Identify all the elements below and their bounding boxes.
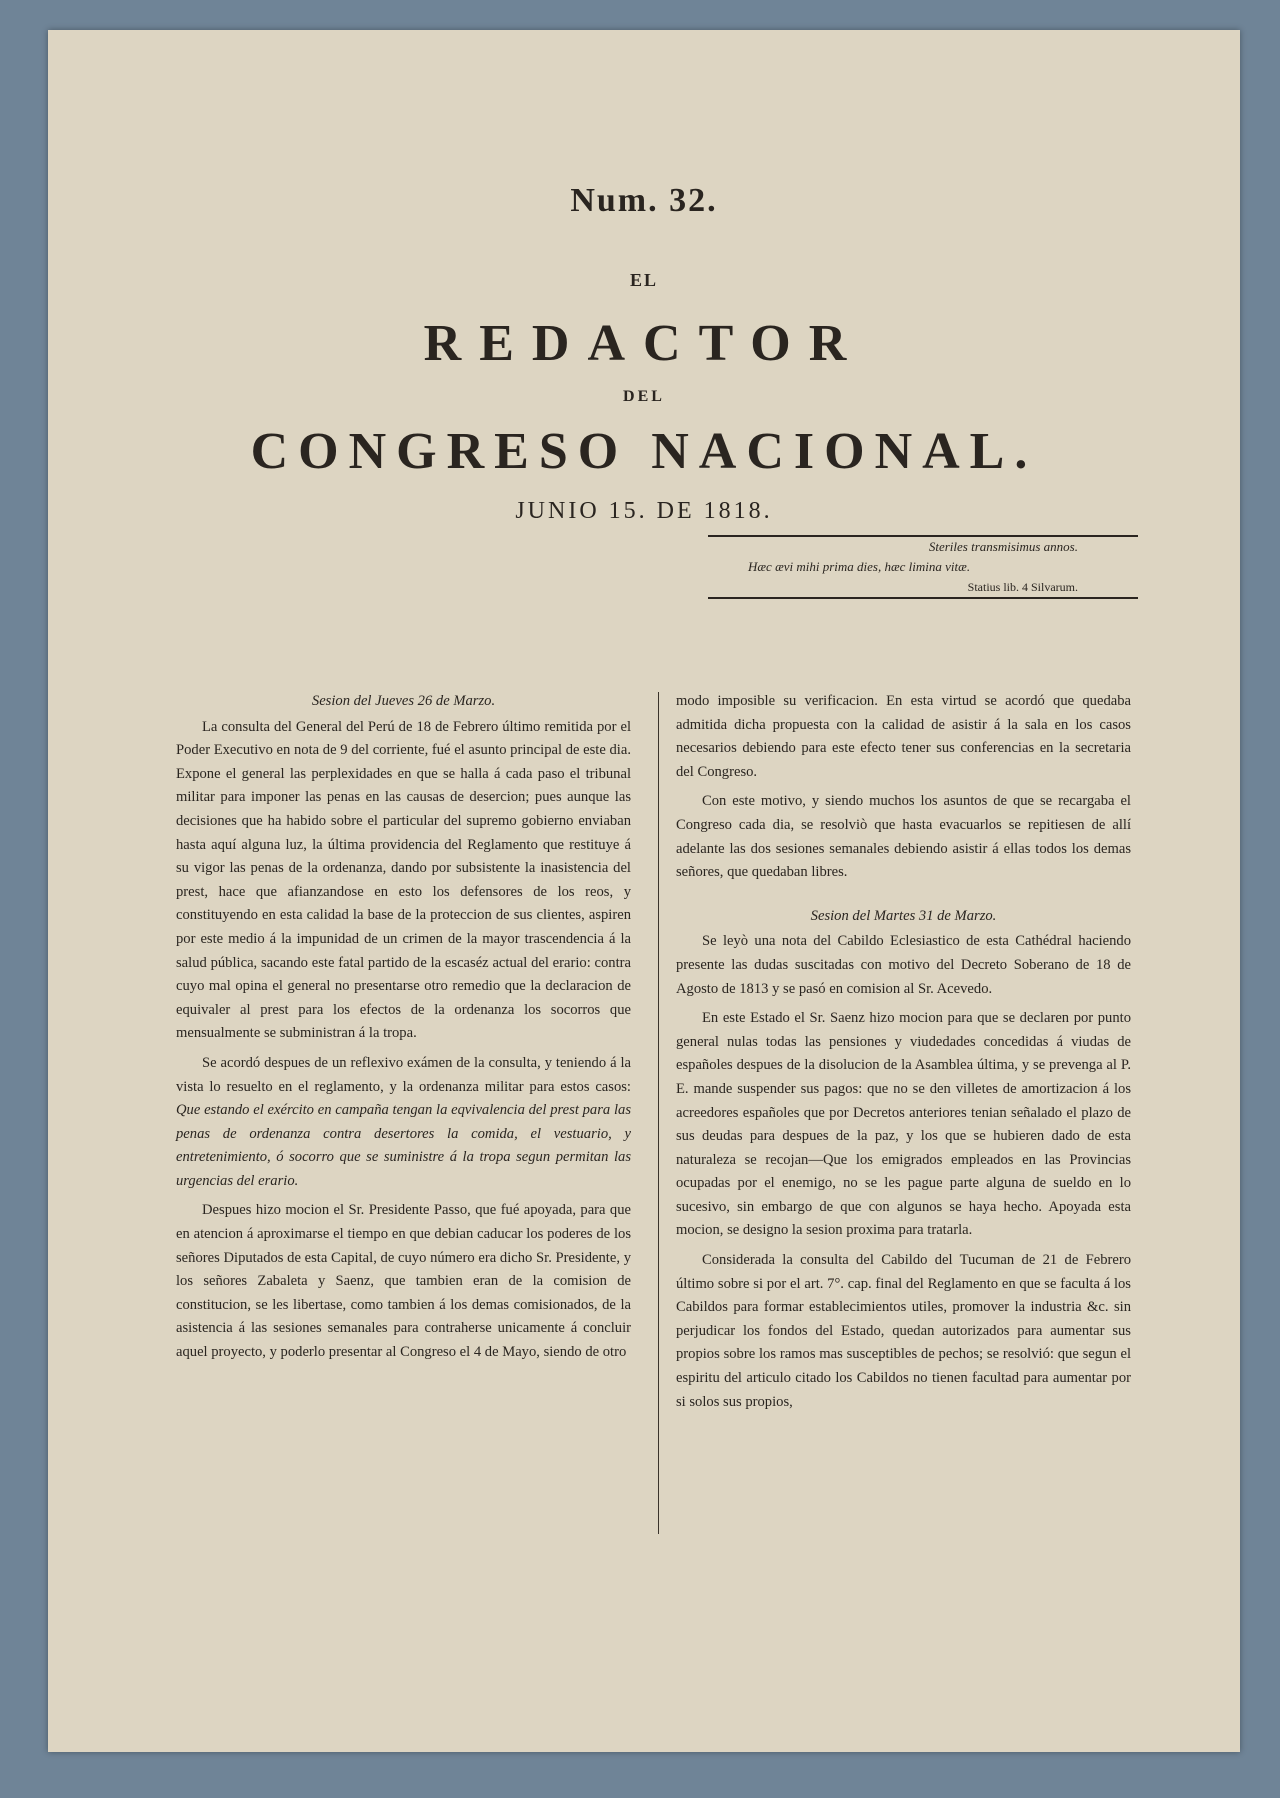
session-heading-march-26: Sesion del Jueves 26 de Marzo. — [311, 693, 496, 709]
right-column — [676, 690, 1131, 1414]
masthead-title: REDACTOR — [423, 315, 865, 372]
paragraph-text: Se acordó despues de un reflexivo exámen de la consulta, y teniendo á la vista lo resuelto en el reglamento, y la ordenanza militar para estos casos: — [176, 1054, 631, 1095]
epigraph-attribution: Statius lib. 4 Silvarum. — [967, 580, 1078, 594]
paragraph: Se leyò una nota del Cabildo Eclesiastico de esta Cathédral haciendo presente las dudas suscitadas con motivo del Decreto Soberano de 18 de Agosto de 1813 y se pasó en comision al Sr. Acevedo. — [676, 933, 1131, 997]
newspaper-page — [48, 30, 1240, 1752]
epigraph-line-2: Hæc ævi mihi prima dies, hæc limina vitæ. — [748, 559, 971, 574]
masthead-subtitle: CONGRESO NACIONAL. — [250, 423, 1038, 480]
paragraph: Considerada la consulta del Cabildo del Tucuman de 21 de Febrero último sobre si por el art. 7°. cap. final del Reglamento en que se faculta á los Cabildos para formar establecimientos utiles, promover la industria &c. sin perjudicar los fondos del Estado, quedan autorizados para aumentar sus propios sobre los ramos mas susceptibles de pechos; se resolvió: que segun el espiritu del articulo citado los Cabildos no tienen facultad para aumentar por si solos sus propios, — [676, 1252, 1131, 1410]
masthead-article: EL — [629, 270, 658, 290]
paragraph: Con este motivo, y siendo muchos los asuntos de que se recargaba el Congreso cada dia, se resolviò que hasta evacuarlos se repitiesen de allí adelante las dos sesiones semanales debiendo asistir á ellas todos los demas señores, que quedaban libres. — [676, 793, 1131, 881]
session-heading-march-31: Sesion del Martes 31 de Marzo. — [810, 907, 997, 924]
epigraph — [708, 535, 1138, 599]
paragraph: En este Estado el Sr. Saenz hizo mocion para que se declaren por punto general nulas todas las pensiones y viudedades concedidas á viudas de españoles despues de la disolucion de la Asamblea última, y se prevenga al P. E. mande suspender sus pagos: que no se den villetes de amortizacion á los acreedores españoles que por Decretos anteriores tenian señalado el plazo de sus deudas para despues de la paz, y los que se hubieren dado de esta naturaleza se recojan—Que los emigrados empleados en las Provincias ocupadas por el enemigo, no se les pague parte alguna de sueldo en lo sucesivo, sin embargo de que con algunos se haya hecho. Apoyada esta mocion, se designo la sesion proxima para tratarla. — [676, 1010, 1131, 1239]
resolution-text: Que estando el exército en campaña tengan la eqvivalencia del prest para las penas de ordenanza contra desertores la comida, el vestuario, y entretenimiento, ó socorro que se suministre á la tropa segun permitan las urgencias del erario. — [176, 1102, 631, 1189]
issue-number: Num. 32. — [570, 182, 718, 219]
epigraph-line-1: Steriles transmisimus annos. — [928, 539, 1078, 554]
issue-date: JUNIO 15. DE 1818. — [515, 498, 773, 524]
column-divider — [658, 692, 659, 1534]
paragraph — [176, 1052, 631, 1194]
epigraph-bottom-rule — [708, 597, 1138, 599]
left-column — [176, 690, 631, 1365]
paragraph: Despues hizo mocion el Sr. Presidente Passo, que fué apoyada, para que en atencion á aproximarse el tiempo en que debian caducar los poderes de los señores Diputados de esta Capital, de cuyo número era dicho Sr. Presidente, y los señores Zabaleta y Saenz, que tambien eran de la comision de constitucion, se les libertase, como tambien á los demas comisionados, de la asistencia á las sesiones semanales para contraherse unicamente á concluir aquel proyecto, y poderlo presentar al Congreso el 4 de Mayo, siendo de otro — [176, 1202, 631, 1361]
paragraph: La consulta del General del Perú de 18 de Febrero último remitida por el Poder Executivo en nota de 9 del corriente, fué el asunto principal de este dia. Expone el general las perplexidades en que se halla á cada paso el tribunal militar para imponer las penas en las causas de desercion; pues aunque las decisiones que ha habido sobre el particular del supremo gobierno enviaban hasta aquí alguna luz, la última providencia del Reglamento que restituye á su vigor las penas de la ordenanza, dando por subsistente la inasistencia del prest, hace que afianzandose en esto los defensores de los reos, y constituyendo en esta calidad la base de la proteccion de sus clientes, aspiren por este medio á la impunidad de un crimen de la mayor trascendencia á la salud pública, sacando este fatal partido de la escaséz actual del erario: contra cuyo mal opina el general no presentarse otro remedio que la declaracion de equivaler al prest para los efectos de la ordenanza los socorros que mensualmente se subministran á la tropa. — [176, 718, 631, 1042]
masthead-preposition: DEL — [623, 388, 665, 405]
paragraph-continued: modo imposible su verificacion. En esta virtud se acordó que quedaba admitida dicha propuesta con la calidad de asistir á la sala en los casos necesarios debiendo para este efecto tener sus conferencias en la secretaria del Congreso. — [676, 693, 1131, 780]
